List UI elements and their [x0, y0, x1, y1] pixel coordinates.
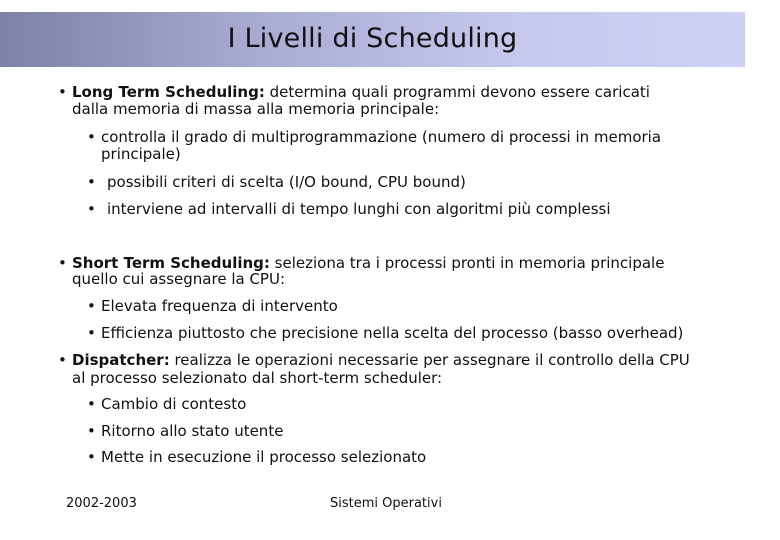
bullet-dispatcher-lead: Dispatcher: [72, 351, 170, 369]
bullet-long-term-text: determina quali programmi devono essere caricati [264, 83, 650, 101]
bullet-dot: • [58, 351, 67, 369]
sub-bullet-text: principale) [101, 145, 181, 163]
bullet-dispatcher [58, 351, 690, 369]
bullet-long-term-line1 [72, 84, 724, 101]
sub-bullet [87, 324, 684, 342]
footer-course: Sistemi Operativi [330, 496, 442, 511]
sub-bullet-text: Mette in esecuzione il processo selezionato [101, 448, 427, 466]
sub-bullet-text: interviene ad intervalli di tempo lunghi con algoritmi più complessi [107, 200, 611, 218]
bullet-short-term-text2: quello cui assegnare la CPU: [72, 270, 286, 288]
sub-bullet-text: Cambio di contesto [101, 395, 247, 413]
sub-bullet [87, 128, 723, 146]
bullet-long-term [58, 83, 724, 101]
sub-bullet-dot: • [87, 448, 96, 466]
sub-bullet [87, 448, 427, 466]
bullet-dot: • [58, 254, 67, 272]
sub-bullet-text: Ritorno allo stato utente [101, 422, 284, 440]
sub-bullet-dot: • [87, 422, 96, 440]
slide-title: I Livelli di Scheduling [227, 23, 518, 54]
bullet-dot: • [58, 83, 67, 101]
sub-bullet [87, 200, 611, 218]
sub-bullet-continuation [101, 146, 181, 163]
sub-bullet-text: controlla il grado di multiprogrammazione (numero di processi in memoria [101, 128, 662, 146]
sub-bullet-dot: • [87, 173, 96, 191]
bullet-long-term-line2 [72, 101, 439, 118]
sub-bullet-text: Efficienza piuttosto che precisione nella scelta del processo (basso overhead) [101, 324, 684, 342]
bullet-long-term-lead: Long Term Scheduling: [72, 83, 265, 101]
bullet-short-term-line2 [72, 271, 285, 288]
sub-bullet-dot: • [87, 395, 96, 413]
bullet-short-term-lead: Short Term Scheduling: [72, 254, 270, 272]
sub-bullet-dot: • [87, 200, 96, 218]
sub-bullet [87, 173, 466, 191]
bullet-long-term-text2: dalla memoria di massa alla memoria principale: [72, 100, 440, 118]
bullet-dispatcher-text: realizza le operazioni necessarie per assegnare il controllo della CPU [169, 351, 690, 369]
sub-bullet-dot: • [87, 324, 96, 342]
sub-bullet-text: Elevata frequenza di intervento [101, 297, 338, 315]
footer-year: 2002-2003 [66, 496, 137, 511]
bullet-short-term-text: seleziona tra i processi pronti in memoria principale [269, 254, 665, 272]
sub-bullet-dot: • [87, 128, 96, 146]
sub-bullet-dot: • [87, 297, 96, 315]
sub-bullet [87, 395, 247, 413]
sub-bullet [87, 297, 338, 315]
bullet-dispatcher-line2 [72, 370, 442, 387]
bullet-dispatcher-text2: al processo selezionato dal short-term scheduler: [72, 369, 443, 387]
sub-bullet-text: possibili criteri di scelta (I/O bound, CPU bound) [107, 173, 466, 191]
sub-bullet [87, 422, 284, 440]
